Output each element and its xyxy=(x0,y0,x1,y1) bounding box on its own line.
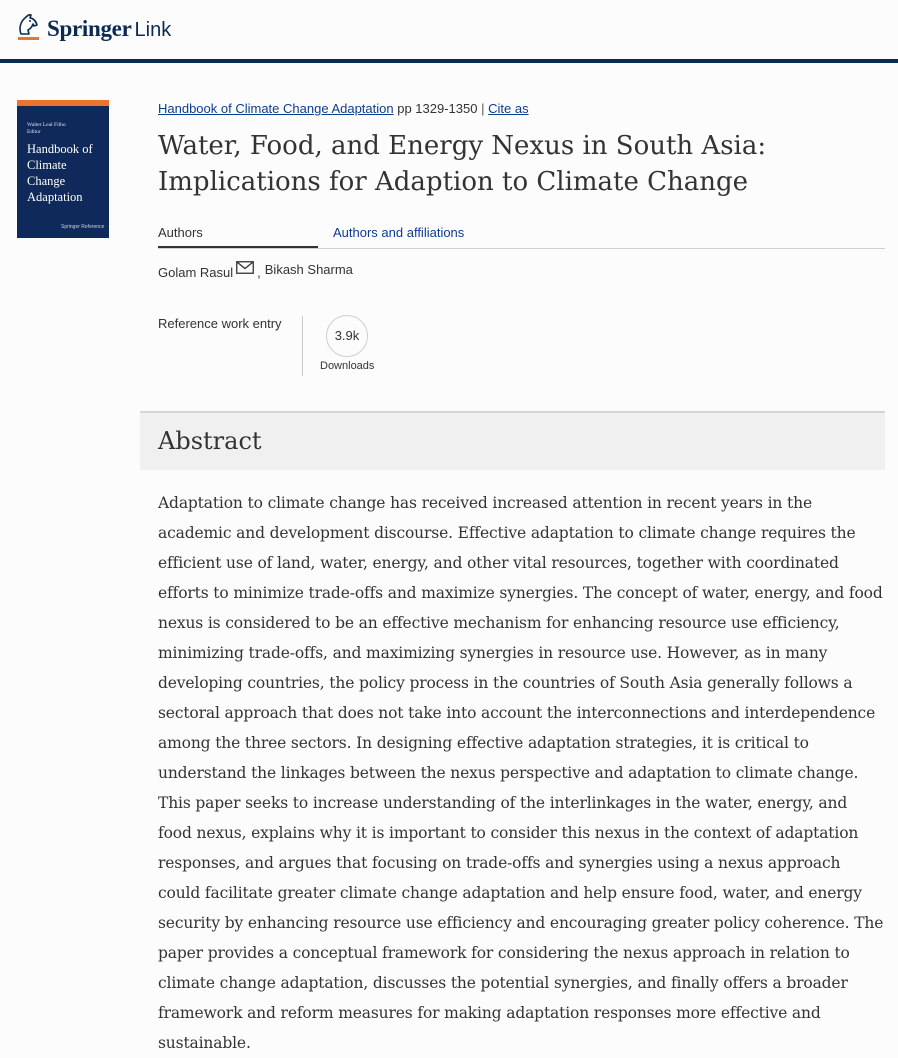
abstract-section-header xyxy=(140,411,885,470)
tab-authors-affiliations[interactable]: Authors and affiliations xyxy=(333,225,465,240)
stats-divider xyxy=(302,316,303,376)
logo-word: Springer xyxy=(47,16,132,41)
abstract-heading: Abstract xyxy=(158,427,262,455)
cover-title-line: Climate xyxy=(27,158,67,172)
cover-title xyxy=(27,141,107,205)
cite-as-link[interactable]: Cite as xyxy=(488,101,529,116)
abstract-text: Adaptation to climate change has received increased attention in recent years in the academic and development discourse. Effective adaptation to climate change requires the efficient use of land, water, energy, and other vital resources, together with coordinated efforts to minimize trade-offs and maximize synergies. The concept of water, energy, and food nexus is considered to be an effective mechanism for enhancing resource use efficiency, minimizing trade-offs, and maximizing synergies in resource use. However, as in many developing countries, the policy process in the countries of South Asia generally follows a sectoral approach that does not take into account the interconnections and interdependence among the three sectors. In designing effective adaptation strategies, it is critical to understand the linkages between the nexus perspective and adaptation to climate change. This paper seeks to increase understanding of the interlinkages in the water, energy, and food nexus, explains why it is important to consider this nexus in the context of adaptation responses, and argues that focusing on trade-offs and synergies using a nexus approach could facilitate greater climate change adaptation and help ensure food, water, and energy security by enhancing resource use efficiency and encouraging greater policy coherence. The paper provides a conceptual framework for considering the nexus approach in relation to climate change adaptation, discusses the potential synergies, and finally offers a broader framework and reform measures for making adaptation responses more effective and sustainable. xyxy=(158,494,884,1052)
book-cover[interactable] xyxy=(17,100,109,238)
downloads-label: Downloads xyxy=(320,360,375,372)
springerlink-logo[interactable] xyxy=(15,12,171,42)
page-range: pp 1329-1350 xyxy=(397,101,478,116)
cover-editor xyxy=(27,122,66,136)
downloads-count: 3.9k xyxy=(326,315,368,357)
meta-separator: | xyxy=(481,101,485,116)
title-line: Implications for Adaption to Climate Change xyxy=(158,167,749,197)
logo-suffix: Link xyxy=(134,19,172,41)
cover-title-line: Change xyxy=(27,174,66,188)
book-link[interactable]: Handbook of Climate Change Adaptation xyxy=(158,101,394,116)
cover-title-line: Adaptation xyxy=(27,190,83,204)
book-meta xyxy=(158,101,529,116)
cover-editor-role: Editor xyxy=(27,129,41,135)
entry-type: Reference work entry xyxy=(158,316,282,331)
title-line: Water, Food, and Energy Nexus in South Asia: xyxy=(158,131,767,161)
author-list xyxy=(158,261,353,280)
springer-horse-icon xyxy=(15,12,41,42)
author-name[interactable]: Golam Rasul xyxy=(158,264,234,280)
cover-title-line: Handbook of xyxy=(27,142,93,156)
site-header xyxy=(0,0,898,63)
tab-authors[interactable]: Authors xyxy=(158,224,318,248)
cover-editor-name: Walter Leal Filho xyxy=(27,122,66,128)
cover-publisher: Springer Reference xyxy=(61,224,105,230)
mail-icon[interactable] xyxy=(236,261,254,277)
author-name[interactable]: Bikash Sharma xyxy=(264,261,353,277)
page-title xyxy=(158,128,878,200)
author-separator: , xyxy=(257,264,261,280)
author-tabs xyxy=(158,224,885,249)
cover-accent-band xyxy=(17,100,109,106)
